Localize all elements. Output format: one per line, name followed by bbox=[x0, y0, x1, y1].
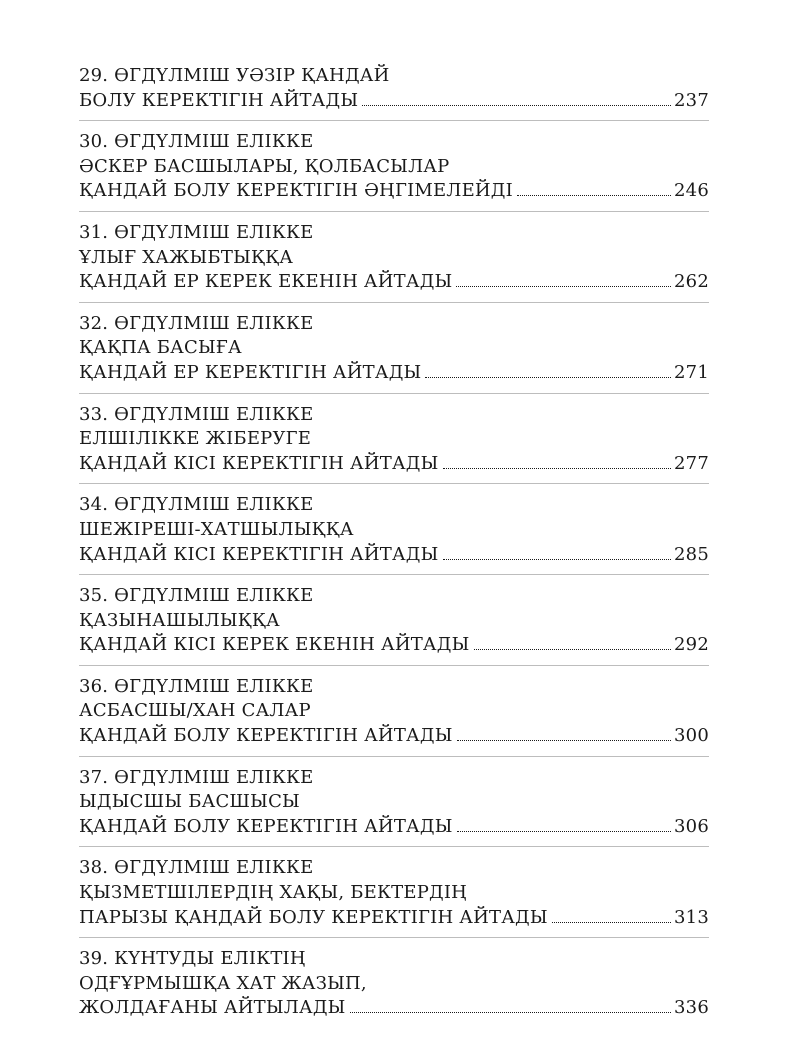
toc-entry-39[interactable] bbox=[79, 947, 709, 1028]
toc-entry-32[interactable] bbox=[79, 312, 709, 394]
page-number: 306 bbox=[674, 815, 709, 837]
toc-entry-35[interactable] bbox=[79, 584, 709, 666]
toc-entry-31[interactable] bbox=[79, 221, 709, 303]
page-number: 285 bbox=[674, 543, 709, 565]
entry-title-line: ЖОЛДАҒАНЫ АЙТЫЛАДЫ bbox=[79, 997, 346, 1019]
dot-leader bbox=[474, 649, 672, 650]
entry-title-line: ОДҒҰРМЫШҚА ХАТ ЖАЗЫП, bbox=[79, 972, 367, 994]
page-number: 271 bbox=[674, 361, 709, 383]
entry-title-line: ҰЛЫҒ ХАЖЫБТЫҚҚА bbox=[79, 246, 294, 268]
entry-title-line: ҚАНДАЙ БОЛУ КЕРЕКТІГІН АЙТАДЫ bbox=[79, 815, 453, 837]
entry-title-line: ҚАНДАЙ КІСІ КЕРЕК ЕКЕНІН АЙТАДЫ bbox=[79, 634, 470, 656]
entry-title-line: ҚАҚПА БАСЫҒА bbox=[79, 337, 242, 359]
entry-title-line: 30. ӨГДҮЛМІШ ЕЛІККЕ bbox=[79, 131, 314, 153]
entry-title-line: ҚАЗЫНАШЫЛЫҚҚА bbox=[79, 609, 280, 631]
entry-title-line: ЫДЫСШЫ БАСШЫСЫ bbox=[79, 791, 300, 813]
entry-title-line: ПАРЫЗЫ ҚАНДАЙ БОЛУ КЕРЕКТІГІН АЙТАДЫ bbox=[79, 906, 548, 928]
entry-title-line: 32. ӨГДҮЛМІШ ЕЛІККЕ bbox=[79, 312, 314, 334]
page-number: 300 bbox=[674, 725, 709, 747]
table-of-contents bbox=[79, 64, 709, 1037]
page-number: 262 bbox=[674, 271, 709, 293]
dot-leader bbox=[457, 740, 671, 741]
page-number: 313 bbox=[674, 906, 709, 928]
dot-leader bbox=[456, 286, 671, 287]
entry-title-line: АСБАСШЫ/ХАН САЛАР bbox=[79, 700, 311, 722]
entry-title-line: 29. ӨГДҮЛМІШ УӘЗІР ҚАНДАЙ bbox=[79, 65, 390, 86]
dot-leader bbox=[425, 377, 671, 378]
entry-title-line: БОЛУ КЕРЕКТІГІН АЙТАДЫ bbox=[79, 89, 359, 111]
entry-title-line: ҚАНДАЙ КІСІ КЕРЕКТІГІН АЙТАДЫ bbox=[79, 452, 439, 474]
toc-entry-37[interactable] bbox=[79, 766, 709, 848]
toc-entry-36[interactable] bbox=[79, 675, 709, 757]
dot-leader bbox=[443, 468, 672, 469]
entry-title-line: 31. ӨГДҮЛМІШ ЕЛІККЕ bbox=[79, 221, 314, 243]
dot-leader bbox=[443, 559, 672, 560]
entry-title-line: 35. ӨГДҮЛМІШ ЕЛІККЕ bbox=[79, 585, 314, 607]
entry-title-line: ҚЫЗМЕТШІЛЕРДІҢ ХАҚЫ, БЕКТЕРДІҢ bbox=[79, 882, 468, 904]
entry-title-line: 39. КҮНТУДЫ ЕЛІКТІҢ bbox=[79, 948, 306, 970]
entry-title-line: 34. ӨГДҮЛМІШ ЕЛІККЕ bbox=[79, 494, 314, 516]
toc-entry-30[interactable] bbox=[79, 130, 709, 212]
page-number: 292 bbox=[674, 634, 709, 656]
entry-title-line: 36. ӨГДҮЛМІШ ЕЛІККЕ bbox=[79, 675, 314, 697]
entry-title-line: ЕЛШІЛІККЕ ЖІБЕРУГЕ bbox=[79, 428, 312, 450]
toc-entry-34[interactable] bbox=[79, 493, 709, 575]
page-number: 336 bbox=[674, 997, 709, 1019]
toc-entry-33[interactable] bbox=[79, 403, 709, 485]
entry-title-line: ҚАНДАЙ ЕР КЕРЕК ЕКЕНІН АЙТАДЫ bbox=[79, 271, 453, 293]
entry-title-line: ШЕЖІРЕШІ-ХАТШЫЛЫҚҚА bbox=[79, 518, 354, 540]
dot-leader bbox=[517, 195, 671, 196]
entry-title-line: ҚАНДАЙ БОЛУ КЕРЕКТІГІН АЙТАДЫ bbox=[79, 725, 453, 747]
entry-title-line: ҚАНДАЙ КІСІ КЕРЕКТІГІН АЙТАДЫ bbox=[79, 543, 439, 565]
toc-entry-29[interactable] bbox=[79, 64, 709, 121]
dot-leader bbox=[552, 922, 671, 923]
page-number: 277 bbox=[674, 452, 709, 474]
entry-title-line: 37. ӨГДҮЛМІШ ЕЛІККЕ bbox=[79, 766, 314, 788]
entry-title-line: 38. ӨГДҮЛМІШ ЕЛІККЕ bbox=[79, 857, 314, 879]
entry-title-line: ӘСКЕР БАСШЫЛАРЫ, ҚОЛБАСЫЛАР bbox=[79, 155, 450, 177]
dot-leader bbox=[362, 105, 671, 106]
page-number: 237 bbox=[674, 89, 709, 111]
entry-title-line: ҚАНДАЙ БОЛУ КЕРЕКТІГІН ӘҢГІМЕЛЕЙДІ bbox=[79, 180, 513, 202]
dot-leader bbox=[350, 1012, 671, 1013]
entry-title-line: ҚАНДАЙ ЕР КЕРЕКТІГІН АЙТАДЫ bbox=[79, 361, 422, 383]
toc-entry-38[interactable] bbox=[79, 856, 709, 938]
entry-title-line: 33. ӨГДҮЛМІШ ЕЛІККЕ bbox=[79, 403, 314, 425]
page-number: 246 bbox=[674, 180, 709, 202]
dot-leader bbox=[457, 831, 671, 832]
